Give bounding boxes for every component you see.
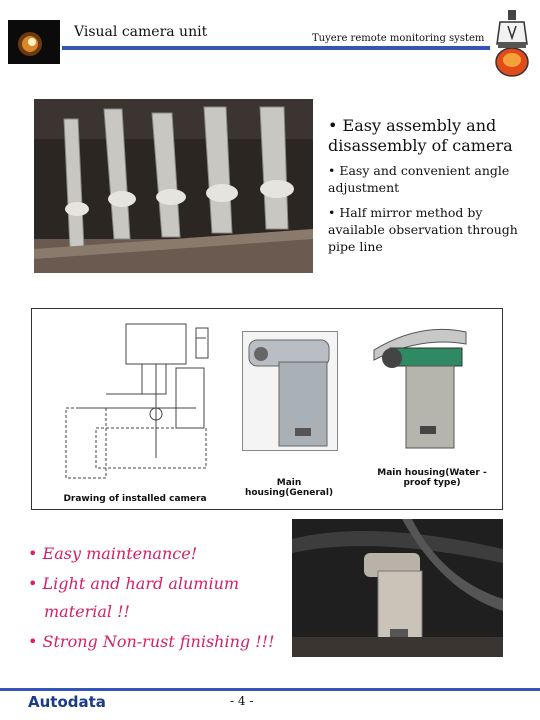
- feature-maintenance: • Easy maintenance!: [28, 544, 198, 563]
- caption-main-housing-general: Main housing(General): [244, 478, 334, 498]
- furnace-flame-thumbnail: [8, 20, 60, 64]
- feature-alumium: • Light and hard alumium: [28, 574, 240, 593]
- installed-camera-photo: [292, 519, 503, 657]
- bullet-assembly: • Easy assembly and disassembly of camera: [328, 116, 513, 155]
- caption-main-housing-waterproof: Main housing(Water -proof type): [377, 468, 487, 488]
- page-title: Visual camera unit: [74, 24, 208, 40]
- bullet-half-mirror: • Half mirror method by available observation through pipe line: [328, 205, 518, 254]
- feature-material: material !!: [44, 602, 130, 621]
- installed-camera-drawing: [56, 318, 216, 488]
- header-divider: [62, 46, 490, 50]
- caption-drawing: Drawing of installed camera: [63, 494, 207, 504]
- feature-non-rust: • Strong Non-rust finishing !!!: [28, 632, 275, 651]
- main-housing-general-photo: [242, 331, 338, 451]
- page-number: - 4 -: [230, 694, 254, 708]
- autodata-logo: Autodata: [28, 693, 106, 711]
- main-housing-waterproof-photo: [370, 322, 470, 450]
- footer-divider: [0, 688, 540, 691]
- bullet-angle-adjustment: • Easy and convenient angle adjustment: [328, 163, 510, 195]
- blast-furnace-icon: [494, 8, 530, 78]
- page-subtitle: Tuyere remote monitoring system: [312, 33, 485, 44]
- tuyere-pipes-photo: [34, 99, 313, 273]
